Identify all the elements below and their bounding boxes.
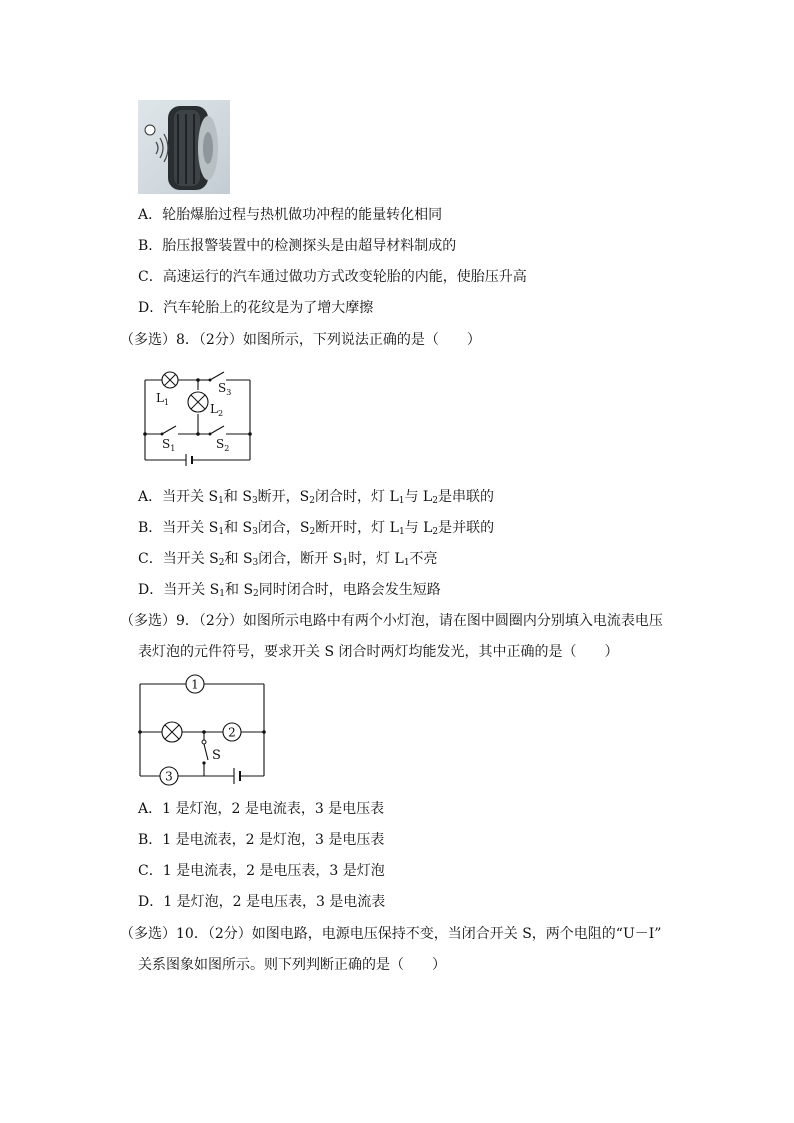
- q8-label-l1: $L_1$: [156, 391, 170, 407]
- q8-battery: [186, 454, 192, 466]
- q8-lamp-l1: [162, 372, 178, 388]
- q8-label-s3: $S_3$: [218, 381, 232, 397]
- q10-stem-line1: （多选）10．（2分）如图电路，电源电压保持不变，当闭合开关 S，两个电阻的“U－I”: [120, 926, 662, 942]
- q8-option-a: A．当开关 $S_1$和 $S_3$断开，$S_2$闭合时，灯 $L_1$与 $L_2$是串联的: [138, 489, 494, 506]
- q8-option-d: D．当开关 $S_1$和 $S_2$同时闭合时，电路会发生短路: [138, 582, 441, 599]
- tire-pressure-image: [138, 100, 230, 194]
- q9-circle-1: [186, 675, 204, 693]
- q8-label-l2: $L_2$: [210, 402, 224, 418]
- q9-label-s: S: [212, 748, 221, 763]
- q9-circuit-diagram: [138, 674, 268, 786]
- q10-stem-line2: 关系图象如图所示。则下列判断正确的是（ ）: [138, 957, 446, 973]
- q8-label-s2: $S_2$: [216, 437, 230, 453]
- q8-label-s1: $S_1$: [162, 437, 176, 453]
- q8-circuit-diagram: [140, 368, 260, 468]
- q9-circle-2: [223, 723, 241, 741]
- svg-text:1: 1: [191, 677, 199, 692]
- q9-stem-line2: 表灯泡的元件符号，要求开关 S 闭合时两灯均能发光，其中正确的是（ ）: [138, 644, 619, 660]
- q9-option-b: B．1 是电流表，2 是灯泡，3 是电压表: [138, 832, 385, 848]
- q7-option-c: C．高速运行的汽车通过做功方式改变轮胎的内能，使胎压升高: [138, 269, 527, 285]
- svg-text:3: 3: [165, 769, 173, 784]
- q9-stem-line1: （多选）9．（2分）如图所示电路中有两个小灯泡，请在图中圆圈内分别填入电流表电压: [120, 613, 663, 629]
- q7-option-d: D．汽车轮胎上的花纹是为了增大摩擦: [138, 300, 374, 316]
- tire-illustration: [138, 100, 230, 194]
- q8-stem: （多选）8．（2分）如图所示，下列说法正确的是（ ）: [120, 332, 481, 348]
- q8-lamp-l2: [188, 392, 208, 412]
- q7-option-a: A．轮胎爆胎过程与热机做功冲程的能量转化相同: [138, 207, 443, 223]
- q9-circle-3: [160, 767, 178, 785]
- q9-option-c: C．1 是电流表，2 是电压表，3 是灯泡: [138, 863, 385, 879]
- q9-option-a: A．1 是灯泡，2 是电流表，3 是电压表: [138, 801, 385, 817]
- q9-battery: [234, 768, 240, 784]
- q9-option-d: D．1 是灯泡，2 是电压表，3 是电流表: [138, 894, 386, 910]
- svg-text:2: 2: [228, 725, 236, 740]
- q9-lamp: [162, 722, 182, 742]
- q8-option-c: C．当开关 $S_2$和 $S_3$闭合，断开 $S_1$时，灯 $L_1$不亮: [138, 551, 438, 568]
- q7-option-b: B．胎压报警装置中的检测探头是由超导材料制成的: [138, 238, 457, 254]
- q8-option-b: B．当开关 $S_1$和 $S_3$闭合，$S_2$断开时，灯 $L_1$与 $L_2$是并联的: [138, 520, 495, 537]
